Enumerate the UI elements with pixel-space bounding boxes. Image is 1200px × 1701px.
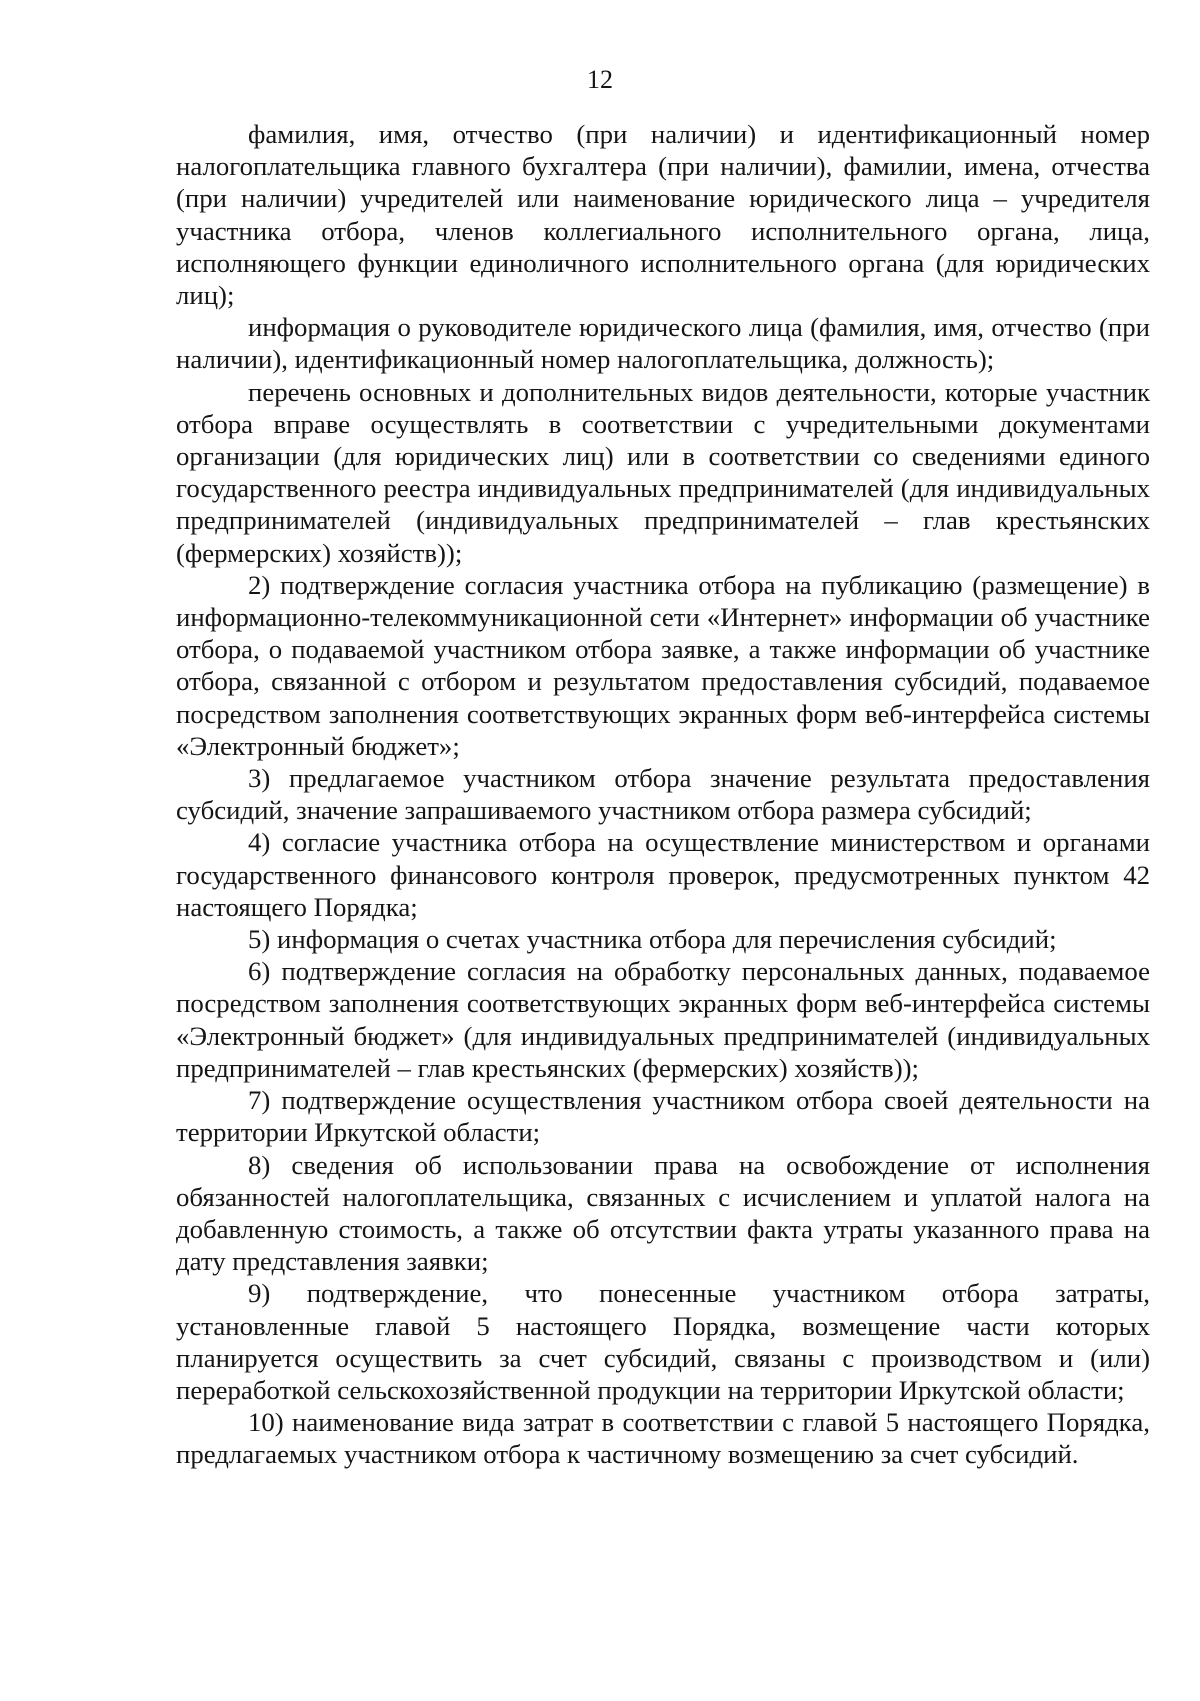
paragraph-item-7: 7) подтверждение осуществления участником отбора своей деятельности на территории Иркутской области;: [176, 1085, 1150, 1148]
paragraph-item-10: 10) наименование вида затрат в соответствии с главой 5 настоящего Порядка, предлагаемых участником отбора к частичному возмещению за счет субсидий.: [176, 1407, 1150, 1470]
paragraph-item-4: 4) согласие участника отбора на осуществление министерством и органами государственного финансового контроля проверок, предусмотренных пунктом 42 настоящего Порядка;: [176, 827, 1150, 922]
paragraph-item-8: 8) сведения об использовании права на освобождение от исполнения обязанностей налогоплательщика, связанных с исчислением и уплатой налога на добавленную стоимость, а также об отсутствии факта утраты указанного права на дату представления заявки;: [176, 1149, 1150, 1277]
paragraph-activity-list: перечень основных и дополнительных видов деятельности, которые участник отбора вправе осуществлять в соответствии с учредительными документами организации (для юридических лиц) или в соответствии со сведениями единого государственного реестра индивидуальных предпринимателей (для индивидуальных предпринимателей (индивидуальных предпринимателей – глав крестьянских (фермерских) хозяйств));: [176, 376, 1150, 568]
paragraph-head-info: информация о руководителе юридического лица (фамилия, имя, отчество (при наличии), идентификационный номер налогоплательщика, должность);: [176, 312, 1150, 375]
paragraph-item-6: 6) подтверждение согласия на обработку персональных данных, подаваемое посредством заполнения соответствующих экранных форм веб-интерфейса системы «Электронный бюджет» (для индивидуальных предпринимателей (индивидуальных предпринимателей – глав крестьянских (фермерских) хозяйств));: [176, 956, 1150, 1083]
paragraph-item-9: 9) подтверждение, что понесенные участником отбора затраты, установленные главой 5 настоящего Порядка, возмещение части которых планируется осуществить за счет субсидий, связаны с производством и (или) переработкой сельскохозяйственной продукции на территории Иркутской области;: [176, 1278, 1150, 1405]
paragraph-founders-info: фамилия, имя, отчество (при наличии) и идентификационный номер налогоплательщика главного бухгалтера (при наличии), фамилии, имена, отчества (при наличии) учредителей или наименование юридического лица – учредителя участника отбора, членов коллегиального исполнительного органа, лица, исполняющего функции единоличного исполнительного органа (для юридических лиц);: [176, 119, 1150, 311]
page-number: 12: [587, 65, 613, 94]
document-body: [176, 118, 1150, 1471]
paragraph-item-5: 5) информация о счетах участника отбора для перечисления субсидий;: [248, 924, 1057, 955]
paragraph-item-3: 3) предлагаемое участником отбора значение результата предоставления субсидий, значение запрашиваемого участником отбора размера субсидий;: [176, 763, 1150, 826]
paragraph-item-2: 2) подтверждение согласия участника отбора на публикацию (размещение) в информационно-телекоммуникационной сети «Интернет» информации об участнике отбора, о подаваемой участником отбора заявке, а также информации об участнике отбора, связанной с отбором и результатом предоставления субсидий, подаваемое посредством заполнения соответствующих экранных форм веб-интерфейса системы «Электронный бюджет»;: [176, 569, 1150, 761]
